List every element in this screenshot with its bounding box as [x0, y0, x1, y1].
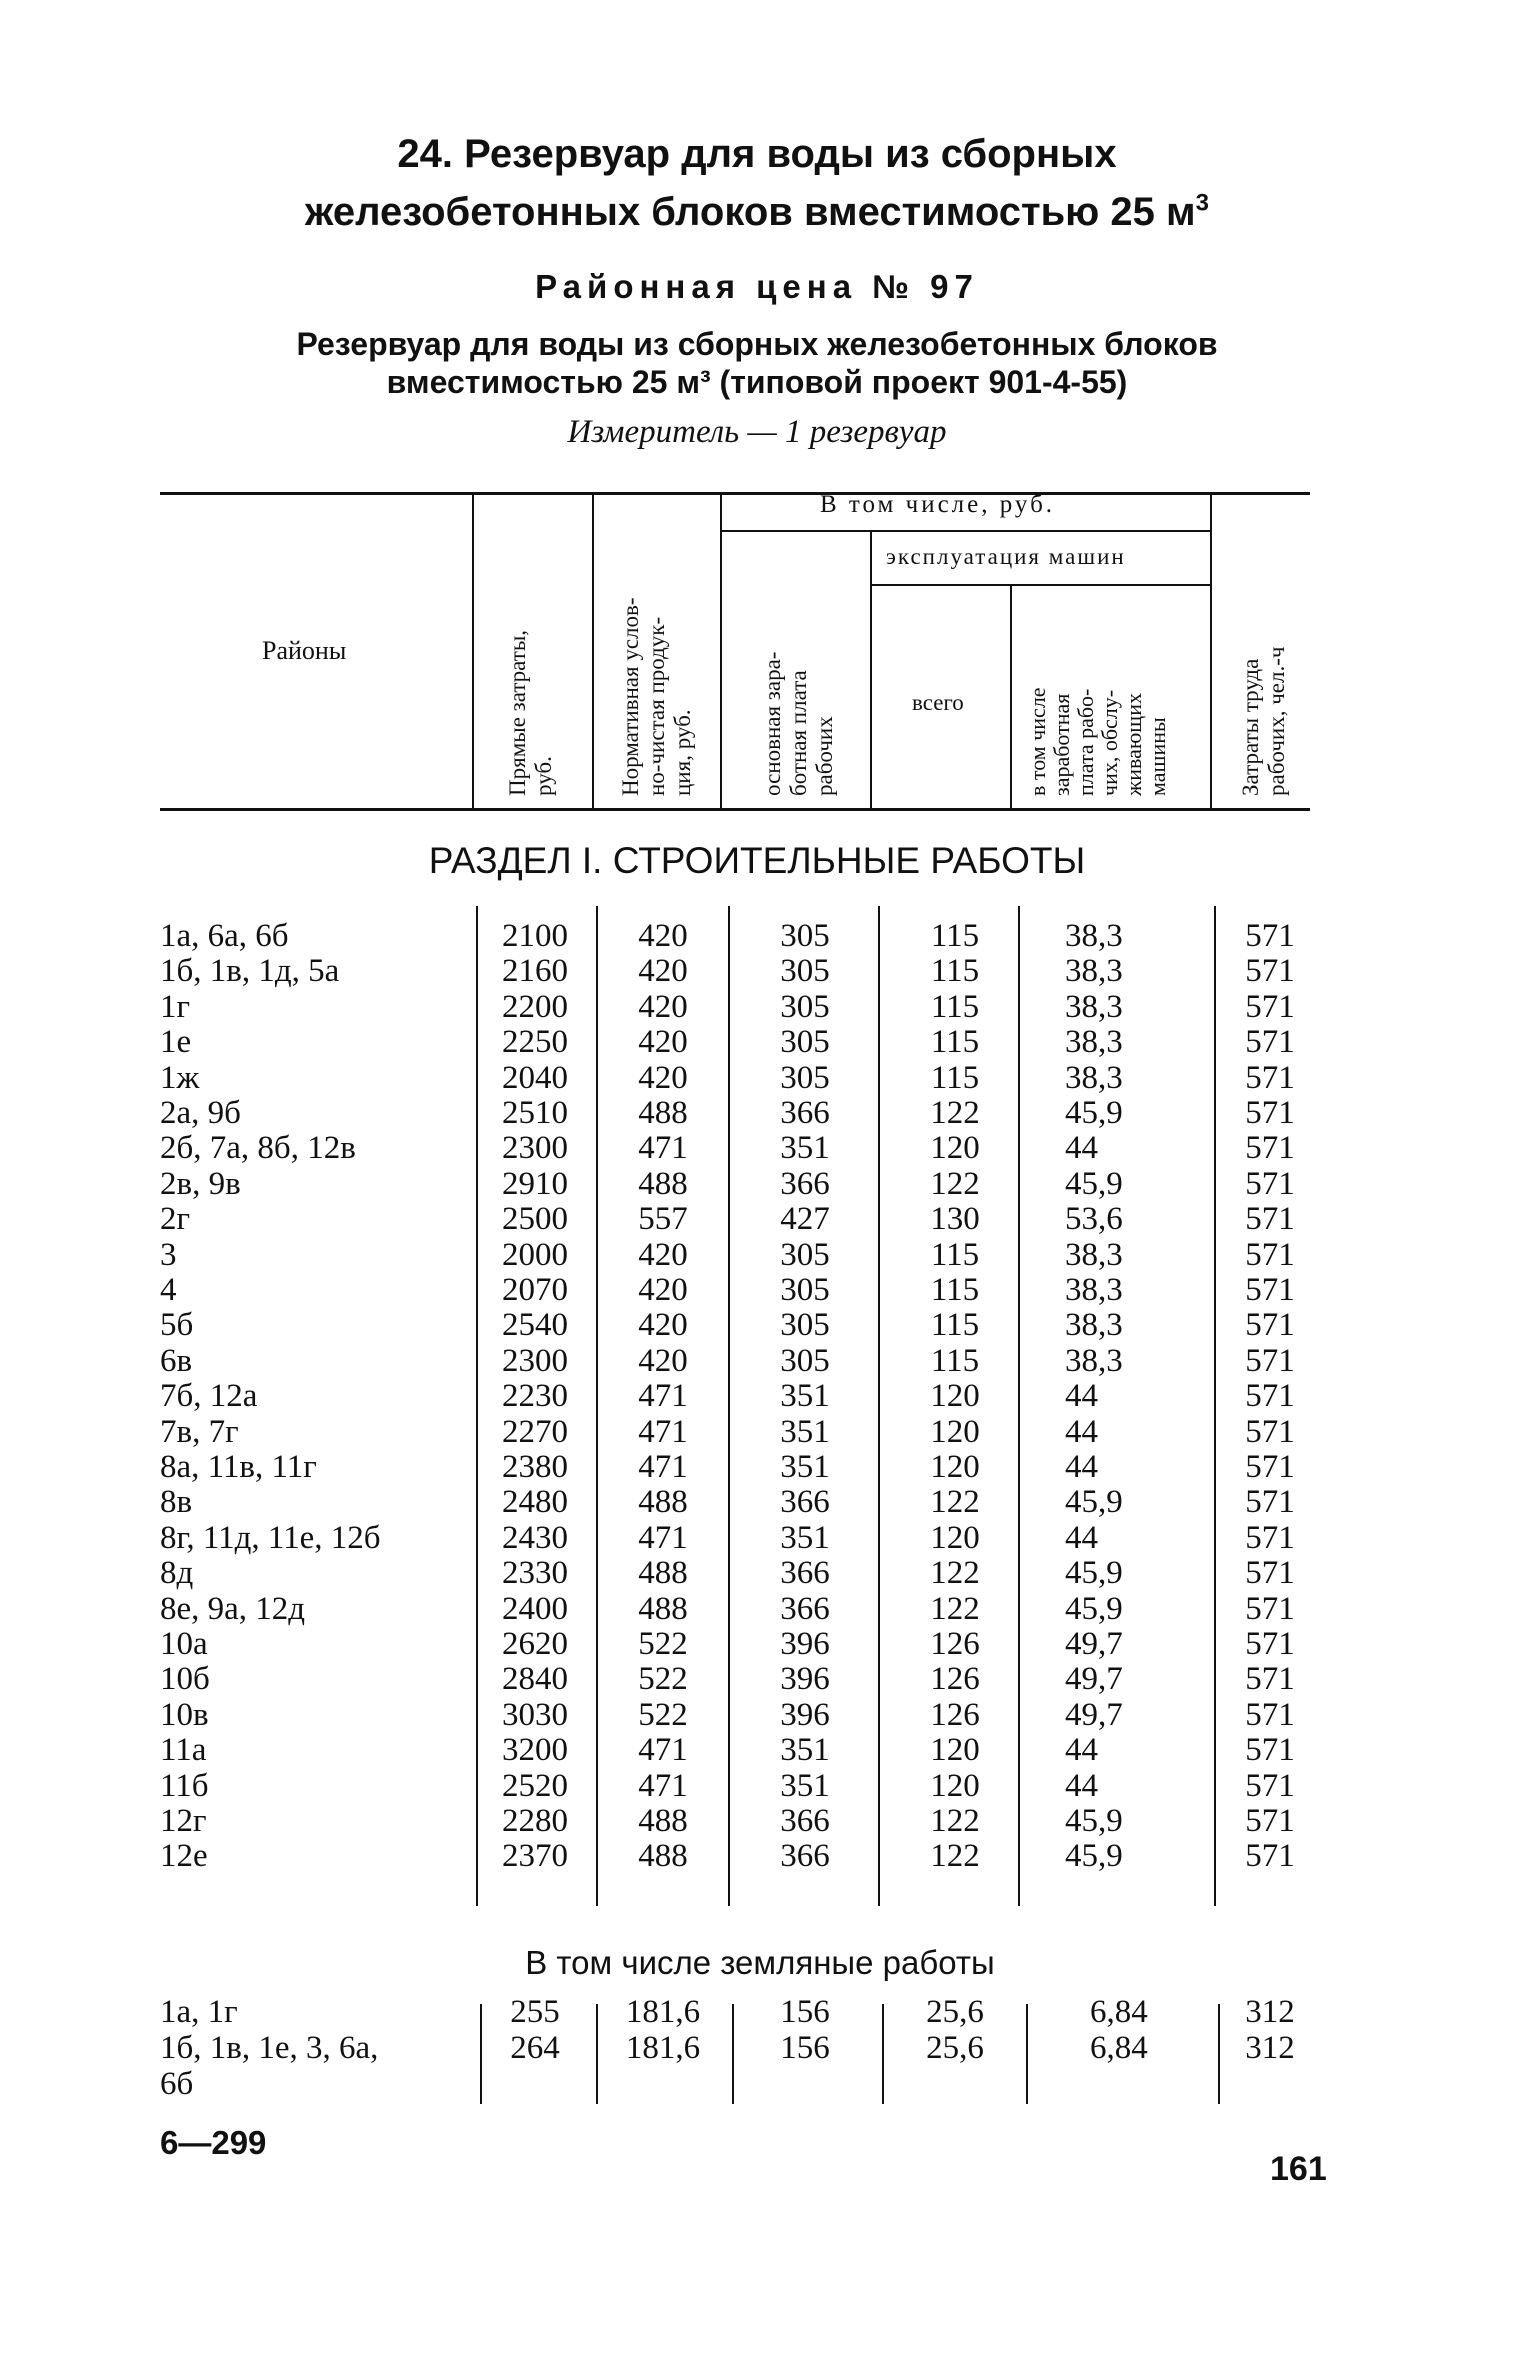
earth-mw: 6,84 [1090, 1994, 1148, 2030]
header-machine-wage-l5: живающих [1121, 693, 1146, 796]
row-normative: 420 [638, 1236, 688, 1273]
row-direct-cost: 2540 [502, 1307, 568, 1344]
row-direct-cost: 2200 [502, 988, 568, 1025]
row-labor: 571 [1245, 1165, 1295, 1202]
row-machine-total: 115 [930, 1307, 980, 1344]
header-machine-operation: эксплуатация машин [886, 544, 1126, 569]
row-normative: 471 [638, 1732, 688, 1769]
row-direct-cost: 2400 [502, 1590, 568, 1627]
row-direct-cost: 2520 [502, 1767, 568, 1804]
row-direct-cost: 2510 [502, 1095, 568, 1131]
row-base-wage: 366 [780, 1095, 830, 1131]
row-machine-wage: 44 [1065, 1378, 1098, 1415]
row-direct-cost: 2100 [502, 918, 568, 954]
title-text-2: железобетонных блоков вместимостью 25 м [305, 190, 1196, 234]
header-machine-wage-l4: чих, обслу- [1097, 689, 1122, 796]
earth-direct: 264 [510, 2030, 560, 2066]
header-direct-costs-l2: руб. [531, 756, 556, 796]
row-region: 10б [160, 1661, 210, 1698]
row-base-wage: 427 [780, 1201, 830, 1238]
header-base-wage-l1: основная зара- [760, 651, 785, 796]
row-labor: 571 [1245, 1024, 1295, 1061]
row-normative: 420 [638, 1307, 688, 1344]
row-machine-wage: 38,3 [1065, 1059, 1123, 1096]
header-divider-3 [720, 492, 722, 808]
row-region: 8в [160, 1484, 193, 1521]
table-row [0, 1237, 1514, 1273]
row-region: 12г [160, 1803, 207, 1839]
row-direct-cost: 2280 [502, 1803, 568, 1839]
table-row [0, 1130, 1514, 1166]
table-row [0, 1484, 1514, 1520]
row-labor: 571 [1245, 1626, 1295, 1662]
row-base-wage: 305 [780, 1059, 830, 1096]
header-machine-wage-l2: заработная [1049, 693, 1074, 796]
earth-row-1 [0, 1994, 1514, 2030]
row-machine-total: 126 [930, 1626, 980, 1662]
row-machine-total: 115 [930, 1059, 980, 1096]
row-machine-total: 120 [930, 1378, 980, 1415]
row-machine-wage: 45,9 [1065, 1095, 1123, 1131]
earth-row-2 [0, 2030, 1514, 2066]
table-row [0, 918, 1514, 954]
row-labor: 571 [1245, 918, 1295, 954]
row-base-wage: 305 [780, 953, 830, 990]
row-direct-cost: 2230 [502, 1378, 568, 1415]
row-normative: 488 [638, 1590, 688, 1627]
earth-region-cont: 6б [160, 2066, 194, 2102]
row-machine-wage: 38,3 [1065, 953, 1123, 990]
row-region: 1г [160, 988, 191, 1025]
row-machine-wage: 44 [1065, 1413, 1098, 1450]
row-labor: 571 [1245, 1767, 1295, 1804]
row-normative: 420 [638, 1024, 688, 1061]
row-labor: 571 [1245, 1130, 1295, 1167]
table-row [0, 1449, 1514, 1485]
row-base-wage: 366 [780, 1484, 830, 1521]
row-region: 8д [160, 1555, 194, 1592]
row-labor: 571 [1245, 1696, 1295, 1733]
row-machine-wage: 49,7 [1065, 1661, 1123, 1698]
header-regions: Районы [262, 636, 347, 665]
row-region: 1б, 1в, 1д, 5а [160, 953, 340, 990]
row-normative: 488 [638, 1555, 688, 1592]
row-normative: 420 [638, 1272, 688, 1308]
earthworks-title: В том числе земляные работы [525, 1944, 995, 1981]
row-region: 11а [160, 1732, 207, 1769]
row-region: 8е, 9а, 12д [160, 1590, 306, 1627]
row-labor: 571 [1245, 1484, 1295, 1521]
row-base-wage: 351 [780, 1767, 830, 1804]
table-row [0, 1803, 1514, 1839]
row-region: 2б, 7а, 8б, 12в [160, 1130, 356, 1167]
row-machine-wage: 44 [1065, 1519, 1098, 1556]
row-base-wage: 351 [780, 1519, 830, 1556]
header-base-wage-l2: ботная плата [786, 670, 811, 796]
row-base-wage: 351 [780, 1378, 830, 1415]
title-superscript: 3 [1195, 189, 1209, 217]
row-machine-total: 120 [930, 1130, 980, 1167]
row-normative: 522 [638, 1661, 688, 1698]
row-machine-total: 122 [930, 1555, 980, 1592]
title-number: 24. [397, 132, 454, 176]
row-normative: 522 [638, 1626, 688, 1662]
row-direct-cost: 2040 [502, 1059, 568, 1096]
header-direct-costs-l1: Прямые затраты, [505, 629, 530, 796]
header-divider-1 [472, 492, 474, 808]
header-normative-l3: ция, руб. [670, 709, 695, 796]
header-divider-4 [870, 532, 872, 808]
row-labor: 571 [1245, 1201, 1295, 1238]
row-normative: 488 [638, 1165, 688, 1202]
row-normative: 522 [638, 1696, 688, 1733]
header-machine-wage-l1: в том числе [1025, 687, 1050, 796]
row-machine-wage: 38,3 [1065, 1236, 1123, 1273]
header-normative [618, 597, 696, 796]
row-base-wage: 366 [780, 1838, 830, 1875]
row-region: 2г [160, 1201, 191, 1238]
table-row [0, 1095, 1514, 1131]
header-bottom-rule [160, 808, 1310, 811]
earth-mach: 25,6 [926, 1994, 984, 2030]
table-row [0, 989, 1514, 1025]
row-region: 3 [160, 1236, 177, 1273]
table-row [0, 1768, 1514, 1804]
row-normative: 488 [638, 1095, 688, 1131]
earth-region: 1а, 1г [160, 1994, 238, 2030]
table-row [0, 1272, 1514, 1308]
header-base-wage [760, 652, 838, 796]
header-labor-l2: рабочих, чел.-ч [1264, 646, 1289, 796]
row-machine-wage: 44 [1065, 1767, 1098, 1804]
row-labor: 571 [1245, 1413, 1295, 1450]
row-machine-total: 120 [930, 1449, 980, 1485]
row-machine-wage: 38,3 [1065, 1024, 1123, 1061]
row-base-wage: 305 [780, 1272, 830, 1308]
row-normative: 488 [638, 1484, 688, 1521]
row-region: 5б [160, 1307, 194, 1344]
header-divider-5 [1010, 586, 1012, 808]
row-normative: 420 [638, 918, 688, 954]
row-region: 8г, 11д, 11е, 12б [160, 1519, 381, 1556]
row-machine-wage: 45,9 [1065, 1590, 1123, 1627]
header-normative-l2: но-чистая продук- [644, 616, 669, 796]
header-total: всего [912, 690, 964, 715]
row-region: 10в [160, 1696, 209, 1733]
row-region: 10а [160, 1626, 208, 1662]
table-row [0, 1378, 1514, 1414]
row-region: 12е [160, 1838, 208, 1875]
row-normative: 488 [638, 1838, 688, 1875]
row-machine-wage: 38,3 [1065, 1342, 1123, 1379]
row-region: 1а, 6а, 6б [160, 918, 289, 954]
row-direct-cost: 2380 [502, 1449, 568, 1485]
row-machine-wage: 38,3 [1065, 918, 1123, 954]
row-machine-total: 115 [930, 1272, 980, 1308]
row-base-wage: 366 [780, 1165, 830, 1202]
row-machine-wage: 49,7 [1065, 1696, 1123, 1733]
row-labor: 571 [1245, 1307, 1295, 1344]
row-base-wage: 305 [780, 1307, 830, 1344]
row-region: 8а, 11в, 11г [160, 1449, 317, 1485]
row-normative: 488 [638, 1803, 688, 1839]
subtitle-line-2: вместимостью 25 м³ (типовой проект 901-4-55) [386, 364, 1128, 400]
table-row [0, 1060, 1514, 1096]
row-labor: 571 [1245, 1059, 1295, 1096]
row-direct-cost: 2000 [502, 1236, 568, 1273]
row-machine-total: 122 [930, 1803, 980, 1839]
table-row [0, 1520, 1514, 1556]
header-top-rule [160, 492, 1310, 495]
table-row [0, 1626, 1514, 1662]
header-normative-l1: Нормативная услов- [618, 597, 643, 796]
row-region: 7в, 7г [160, 1413, 239, 1450]
row-machine-wage: 45,9 [1065, 1484, 1123, 1521]
row-normative: 471 [638, 1767, 688, 1804]
title-text-1: Резервуар для воды из сборных [464, 132, 1117, 176]
row-labor: 571 [1245, 1272, 1295, 1308]
row-region: 1е [160, 1024, 192, 1061]
earth-base: 156 [780, 1994, 830, 2030]
row-machine-total: 115 [930, 953, 980, 990]
machines-rule [870, 584, 1210, 586]
table-row [0, 1343, 1514, 1379]
header-machine-wage [1026, 687, 1170, 796]
row-machine-total: 115 [930, 918, 980, 954]
row-machine-wage: 38,3 [1065, 1307, 1123, 1344]
row-region: 6в [160, 1342, 193, 1379]
row-normative: 471 [638, 1130, 688, 1167]
earth-norm: 181,6 [625, 2030, 701, 2066]
table-row [0, 1414, 1514, 1450]
row-normative: 471 [638, 1519, 688, 1556]
row-machine-wage: 38,3 [1065, 988, 1123, 1025]
table-row [0, 1591, 1514, 1627]
header-divider-6 [1210, 492, 1212, 808]
row-machine-total: 115 [930, 988, 980, 1025]
row-direct-cost: 2250 [502, 1024, 568, 1061]
header-labor [1238, 647, 1290, 796]
row-machine-total: 130 [930, 1201, 980, 1238]
subtitle-line-1: Резервуар для воды из сборных железобетонных блоков [296, 326, 1218, 362]
row-machine-wage: 45,9 [1065, 1803, 1123, 1839]
page-code: 6—299 [160, 2124, 267, 2161]
row-base-wage: 366 [780, 1803, 830, 1839]
row-labor: 571 [1245, 1803, 1295, 1839]
row-normative: 471 [638, 1413, 688, 1450]
row-machine-total: 122 [930, 1165, 980, 1202]
row-base-wage: 305 [780, 918, 830, 954]
row-machine-wage: 45,9 [1065, 1165, 1123, 1202]
row-machine-wage: 53,6 [1065, 1201, 1123, 1238]
row-base-wage: 351 [780, 1449, 830, 1485]
row-direct-cost: 2300 [502, 1130, 568, 1167]
row-labor: 571 [1245, 1095, 1295, 1131]
row-region: 4 [160, 1272, 177, 1308]
row-labor: 571 [1245, 1661, 1295, 1698]
measure-unit: Измеритель — 1 резервуар [567, 414, 947, 450]
row-direct-cost: 2840 [502, 1661, 568, 1698]
row-machine-total: 115 [930, 1342, 980, 1379]
row-labor: 571 [1245, 1590, 1295, 1627]
row-normative: 420 [638, 1342, 688, 1379]
title-line-1 [0, 132, 1514, 177]
row-normative: 420 [638, 953, 688, 990]
row-base-wage: 351 [780, 1130, 830, 1167]
table-row [0, 1201, 1514, 1237]
table-row [0, 1661, 1514, 1697]
row-base-wage: 351 [780, 1732, 830, 1769]
row-machine-total: 122 [930, 1838, 980, 1875]
row-machine-wage: 49,7 [1065, 1626, 1123, 1662]
row-machine-wage: 45,9 [1065, 1555, 1123, 1592]
earth-row-2-cont [0, 2066, 1514, 2102]
row-direct-cost: 2270 [502, 1413, 568, 1450]
row-machine-wage: 44 [1065, 1449, 1098, 1485]
row-direct-cost: 2300 [502, 1342, 568, 1379]
row-labor: 571 [1245, 988, 1295, 1025]
row-base-wage: 305 [780, 1342, 830, 1379]
row-direct-cost: 2500 [502, 1201, 568, 1238]
table-row [0, 1838, 1514, 1874]
including-rule [720, 530, 1210, 532]
row-machine-total: 120 [930, 1519, 980, 1556]
earth-labor: 312 [1245, 2030, 1295, 2066]
row-direct-cost: 2070 [502, 1272, 568, 1308]
row-base-wage: 396 [780, 1661, 830, 1698]
row-base-wage: 396 [780, 1626, 830, 1662]
table-row [0, 1697, 1514, 1733]
row-labor: 571 [1245, 1236, 1295, 1273]
row-machine-wage: 44 [1065, 1732, 1098, 1769]
row-normative: 471 [638, 1378, 688, 1415]
row-direct-cost: 2620 [502, 1626, 568, 1662]
row-direct-cost: 2910 [502, 1165, 568, 1202]
row-machine-total: 120 [930, 1413, 980, 1450]
header-including: В том числе, руб. [820, 491, 1056, 518]
row-normative: 471 [638, 1449, 688, 1485]
earth-labor: 312 [1245, 1994, 1295, 2030]
row-labor: 571 [1245, 1555, 1295, 1592]
row-base-wage: 305 [780, 1024, 830, 1061]
row-machine-wage: 44 [1065, 1130, 1098, 1167]
row-base-wage: 366 [780, 1555, 830, 1592]
row-normative: 420 [638, 1059, 688, 1096]
row-base-wage: 305 [780, 988, 830, 1025]
earth-region: 1б, 1в, 1е, 3, 6а, [160, 2030, 379, 2066]
row-direct-cost: 2370 [502, 1838, 568, 1875]
row-direct-cost: 2430 [502, 1519, 568, 1556]
row-labor: 571 [1245, 1519, 1295, 1556]
earth-direct: 255 [510, 1994, 560, 2030]
title-line-2 [0, 190, 1514, 235]
row-labor: 571 [1245, 1378, 1295, 1415]
row-direct-cost: 3030 [502, 1696, 568, 1733]
row-machine-total: 115 [930, 1236, 980, 1273]
table-row [0, 1555, 1514, 1591]
row-region: 7б, 12а [160, 1378, 258, 1415]
page-number: 161 [1270, 2150, 1327, 2188]
row-labor: 571 [1245, 1838, 1295, 1875]
table-row [0, 1307, 1514, 1343]
row-normative: 420 [638, 988, 688, 1025]
row-labor: 571 [1245, 1732, 1295, 1769]
header-labor-l1: Затраты труда [1238, 658, 1263, 796]
row-machine-wage: 38,3 [1065, 1272, 1123, 1308]
row-direct-cost: 2480 [502, 1484, 568, 1521]
row-base-wage: 396 [780, 1696, 830, 1733]
row-machine-total: 120 [930, 1732, 980, 1769]
table-row [0, 953, 1514, 989]
header-machine-wage-l3: плата рабо- [1073, 688, 1098, 796]
header-base-wage-l3: рабочих [812, 716, 837, 796]
header-divider-2 [592, 492, 594, 808]
header-direct-costs [505, 630, 557, 796]
row-base-wage: 305 [780, 1236, 830, 1273]
row-machine-total: 126 [930, 1696, 980, 1733]
price-title: Районная цена № 97 [535, 268, 979, 305]
section-title: РАЗДЕЛ I. СТРОИТЕЛЬНЫЕ РАБОТЫ [428, 840, 1086, 881]
row-machine-total: 126 [930, 1661, 980, 1698]
table-row [0, 1732, 1514, 1768]
table-row [0, 1166, 1514, 1202]
earth-mw: 6,84 [1090, 2030, 1148, 2066]
row-direct-cost: 2330 [502, 1555, 568, 1592]
row-region: 2а, 9б [160, 1095, 241, 1131]
earth-mach: 25,6 [926, 2030, 984, 2066]
row-machine-wage: 45,9 [1065, 1838, 1123, 1875]
row-direct-cost: 3200 [502, 1732, 568, 1769]
row-machine-total: 122 [930, 1484, 980, 1521]
row-region: 11б [160, 1767, 209, 1804]
row-labor: 571 [1245, 1342, 1295, 1379]
row-machine-total: 122 [930, 1590, 980, 1627]
row-base-wage: 351 [780, 1413, 830, 1450]
table-row [0, 1024, 1514, 1060]
row-labor: 571 [1245, 953, 1295, 990]
row-normative: 557 [638, 1201, 688, 1238]
row-region: 1ж [160, 1059, 200, 1096]
header-machine-wage-l6: машины [1145, 717, 1170, 796]
row-region: 2в, 9в [160, 1165, 241, 1202]
row-base-wage: 366 [780, 1590, 830, 1627]
row-labor: 571 [1245, 1449, 1295, 1485]
row-machine-total: 115 [930, 1024, 980, 1061]
row-direct-cost: 2160 [502, 953, 568, 990]
row-machine-total: 120 [930, 1767, 980, 1804]
row-machine-total: 122 [930, 1095, 980, 1131]
earth-base: 156 [780, 2030, 830, 2066]
earth-norm: 181,6 [625, 1994, 701, 2030]
